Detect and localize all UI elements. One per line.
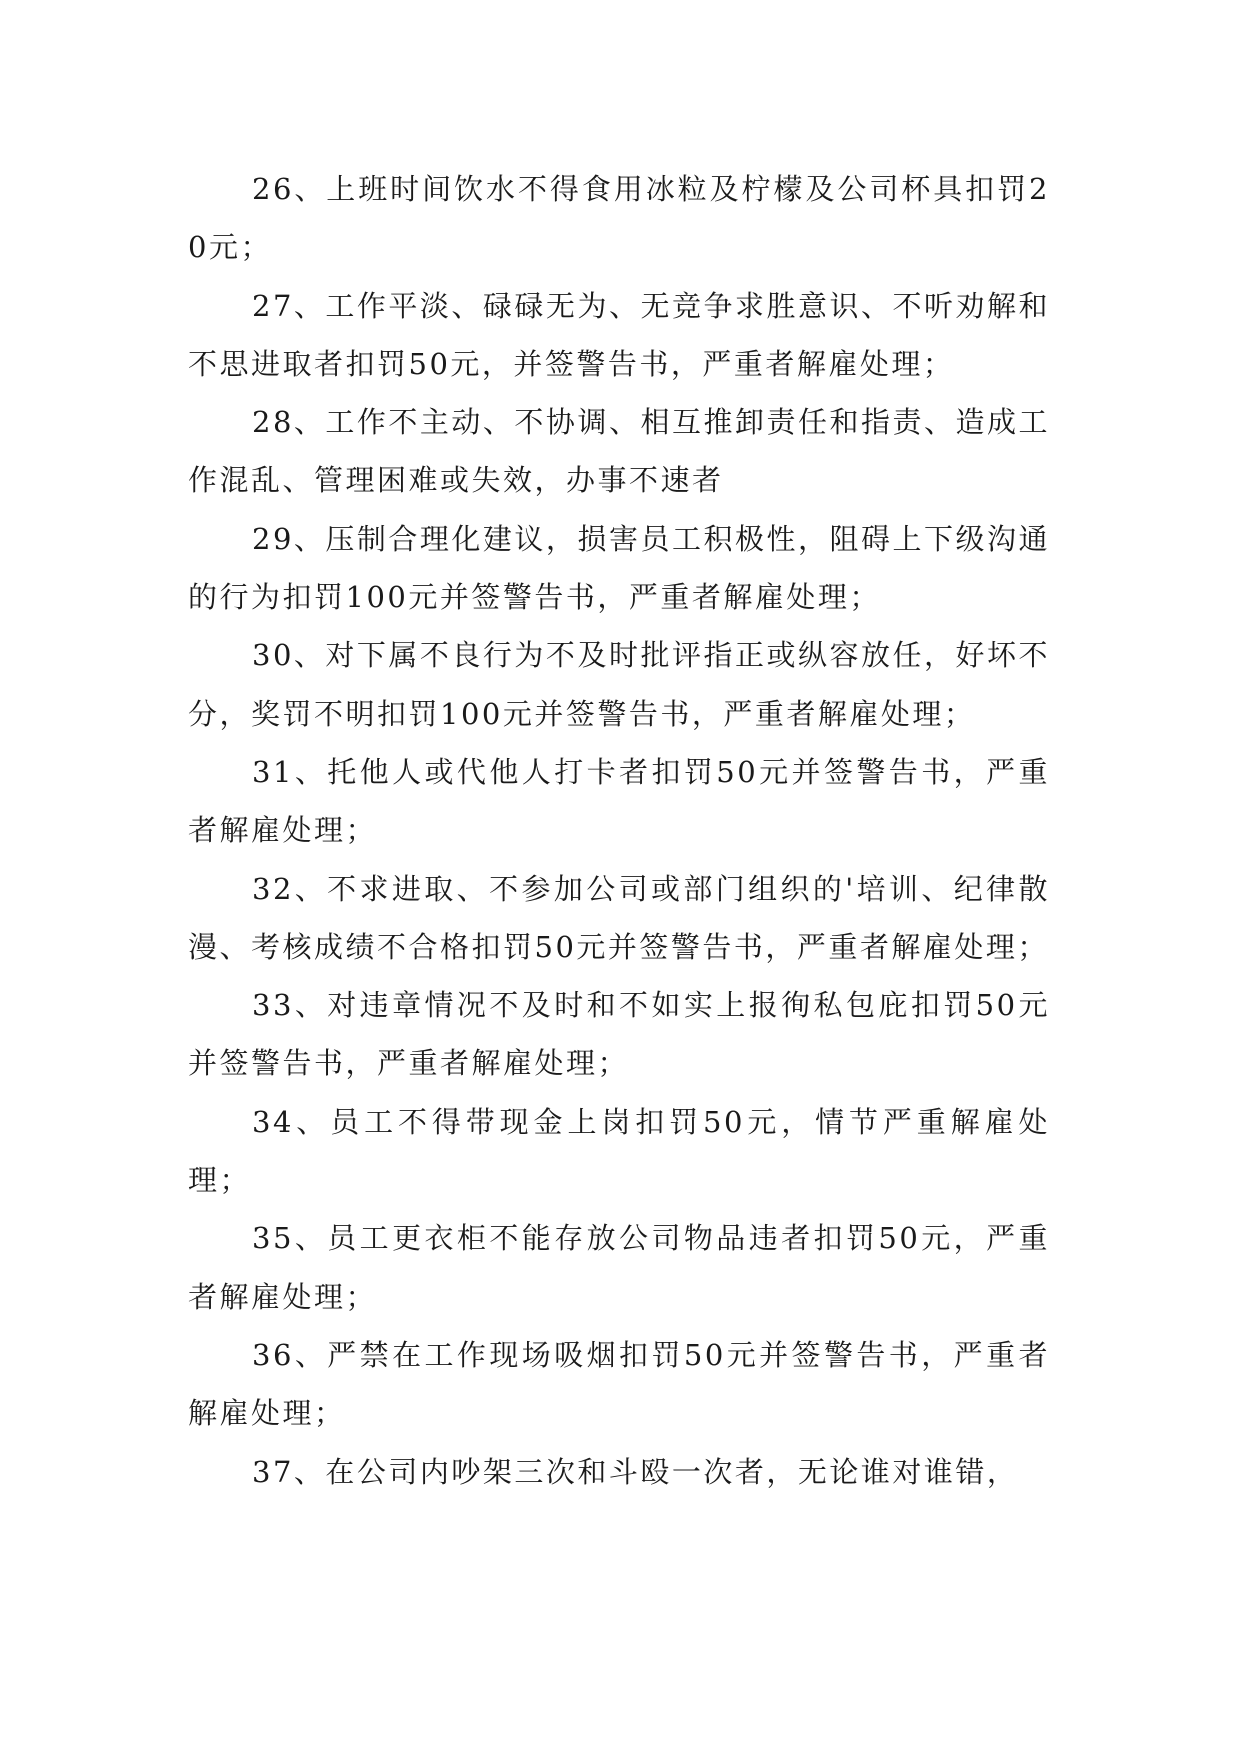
rule-paragraph-35: 35、员工更衣柜不能存放公司物品违者扣罚50元，严重者解雇处理；: [188, 1221, 1050, 1314]
rule-paragraph-30: 30、对下属不良行为不及时批评指正或纵容放任，好坏不分，奖罚不明扣罚100元并签警告书，严重者解雇处理；: [188, 638, 1050, 731]
rule-paragraph-31: 31、托他人或代他人打卡者扣罚50元并签警告书，严重者解雇处理；: [188, 754, 1050, 848]
rule-paragraph-29: 29、压制合理化建议，损害员工积极性，阻碍上下级沟通的行为扣罚100元并签警告书，严重者解雇处理；: [188, 521, 1050, 615]
rule-paragraph-26: 26、上班时间饮水不得食用冰粒及柠檬及公司杯具扣罚20元；: [188, 172, 1050, 265]
rule-paragraph-27: 27、工作平淡、碌碌无为、无竞争求胜意识、不听劝解和不思进取者扣罚50元，并签警告书，严重者解雇处理；: [188, 288, 1050, 381]
rule-paragraph-34: 34、员工不得带现金上岗扣罚50元，情节严重解雇处理；: [188, 1104, 1050, 1198]
rule-paragraph-32: 32、不求进取、不参加公司或部门组织的'培训、纪律散漫、考核成绩不合格扣罚50元并签警告书，严重者解雇处理；: [188, 871, 1050, 964]
rule-paragraph-28: 28、工作不主动、不协调、相互推卸责任和指责、造成工作混乱、管理困难或失效，办事不速者: [188, 405, 1050, 498]
rule-paragraph-33: 33、对违章情况不及时和不如实上报徇私包庇扣罚50元并签警告书，严重者解雇处理；: [188, 988, 1050, 1081]
rule-paragraph-37: 37、在公司内吵架三次和斗殴一次者，无论谁对谁错，: [252, 1454, 1019, 1489]
document-body: [188, 160, 1050, 1501]
rule-paragraph-36: 36、严禁在工作现场吸烟扣罚50元并签警告书，严重者解雇处理；: [188, 1337, 1050, 1431]
